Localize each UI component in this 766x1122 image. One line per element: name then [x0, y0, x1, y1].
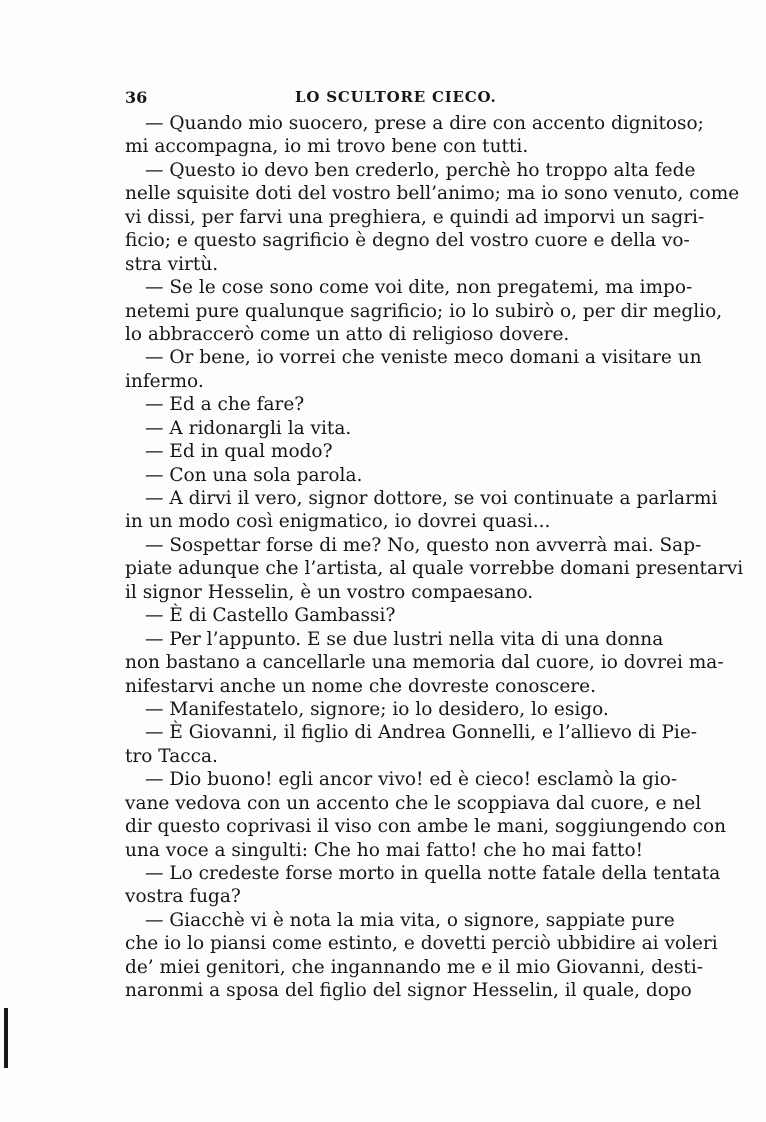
text-line: lo abbraccerò come un atto di religioso dovere.	[125, 323, 570, 345]
text-line: — Con una sola parola.	[145, 464, 363, 486]
body-text	[125, 112, 744, 1003]
text-line: — Ed in qual modo?	[145, 441, 333, 463]
running-title: LO SCULTORE CIECO.	[295, 88, 497, 106]
text-line: in un modo così enigmatico, io dovrei quasi...	[125, 511, 551, 533]
text-line: vane vedova con un accento che le scoppiava dal cuore, e nel	[125, 792, 702, 814]
text-line: dir questo coprivasi il viso con ambe le mani, soggiungendo con	[125, 816, 727, 838]
text-line: — Manifestatelo, signore; io lo desidero, lo esigo.	[145, 698, 609, 720]
text-line: — A dirvi il vero, signor dottore, se voi continuate a parlarmi	[145, 488, 718, 509]
text-line: ficio; e questo sagrificio è degno del vostro cuore e della vo-	[125, 230, 690, 252]
text-line: il signor Hesselin, è un vostro compaesano.	[125, 581, 534, 603]
text-line: — Ed a che fare?	[145, 394, 305, 416]
text-line: — È Giovanni, il figlio di Andrea Gonnelli, e l’allievo di Pie-	[145, 722, 698, 744]
text-line: stra virtù.	[125, 253, 219, 275]
text-line: — Giacchè vi è nota la mia vita, o signore, sappiate pure	[145, 909, 675, 931]
text-line: vi dissi, per farvi una preghiera, e quindi ad imporvi un sagri-	[125, 206, 705, 228]
text-line: — Dio buono! egli ancor vivo! ed è cieco! esclamò la gio-	[145, 769, 678, 791]
text-line: che io lo piansi come estinto, e dovetti perciò ubbidire ai voleri	[125, 933, 718, 955]
text-line: tro Tacca.	[125, 745, 218, 767]
text-line: — È di Castello Gambassi?	[145, 605, 396, 627]
text-line: — Questo io devo ben crederlo, perchè ho troppo alta fede	[145, 159, 696, 181]
text-line: non bastano a cancellarle una memoria dal cuore, io dovrei ma-	[125, 652, 724, 674]
text-line: infermo.	[125, 370, 204, 392]
text-line: — Se le cose sono come voi dite, non pregatemi, ma impo-	[145, 277, 693, 299]
text-line: — Per l’appunto. E se due lustri nella vita di una donna	[145, 628, 664, 650]
text-line: — Sospettar forse di me? No, questo non avverrà mai. Sap-	[145, 534, 702, 556]
text-line: nifestarvi anche un nome che dovreste conoscere.	[125, 675, 596, 697]
text-line: nelle squisite doti del vostro bell’animo; ma io sono venuto, come	[125, 183, 740, 205]
text-line: netemi pure qualunque sagrificio; io lo subirò o, per dir meglio,	[125, 300, 723, 322]
text-line: — Quando mio suocero, prese a dire con accento dignitoso;	[145, 113, 704, 134]
text-line: una voce a singulti: Che ho mai fatto! che ho mai fatto!	[125, 839, 644, 861]
page-number: 36	[125, 88, 148, 107]
page-header	[125, 88, 645, 112]
text-line: de’ miei genitori, che ingannando me e il mio Giovanni, desti-	[125, 956, 704, 978]
text-line: naronmi a sposa del figlio del signor Hesselin, il quale, dopo	[125, 980, 692, 1002]
text-line: mi accompagna, io mi trovo bene con tutti.	[125, 136, 529, 158]
text-line: — Lo credeste forse morto in quella notte fatale della tentata	[145, 863, 721, 884]
text-line: — Or bene, io vorrei che veniste meco domani a visitare un	[145, 347, 702, 369]
text-line: vostra fuga?	[125, 886, 241, 908]
text-line: — A ridonargli la vita.	[145, 417, 352, 439]
page-edge-mark	[2, 1000, 12, 1080]
text-line: piate adunque che l’artista, al quale vorrebbe domani presentarvi	[125, 558, 744, 580]
